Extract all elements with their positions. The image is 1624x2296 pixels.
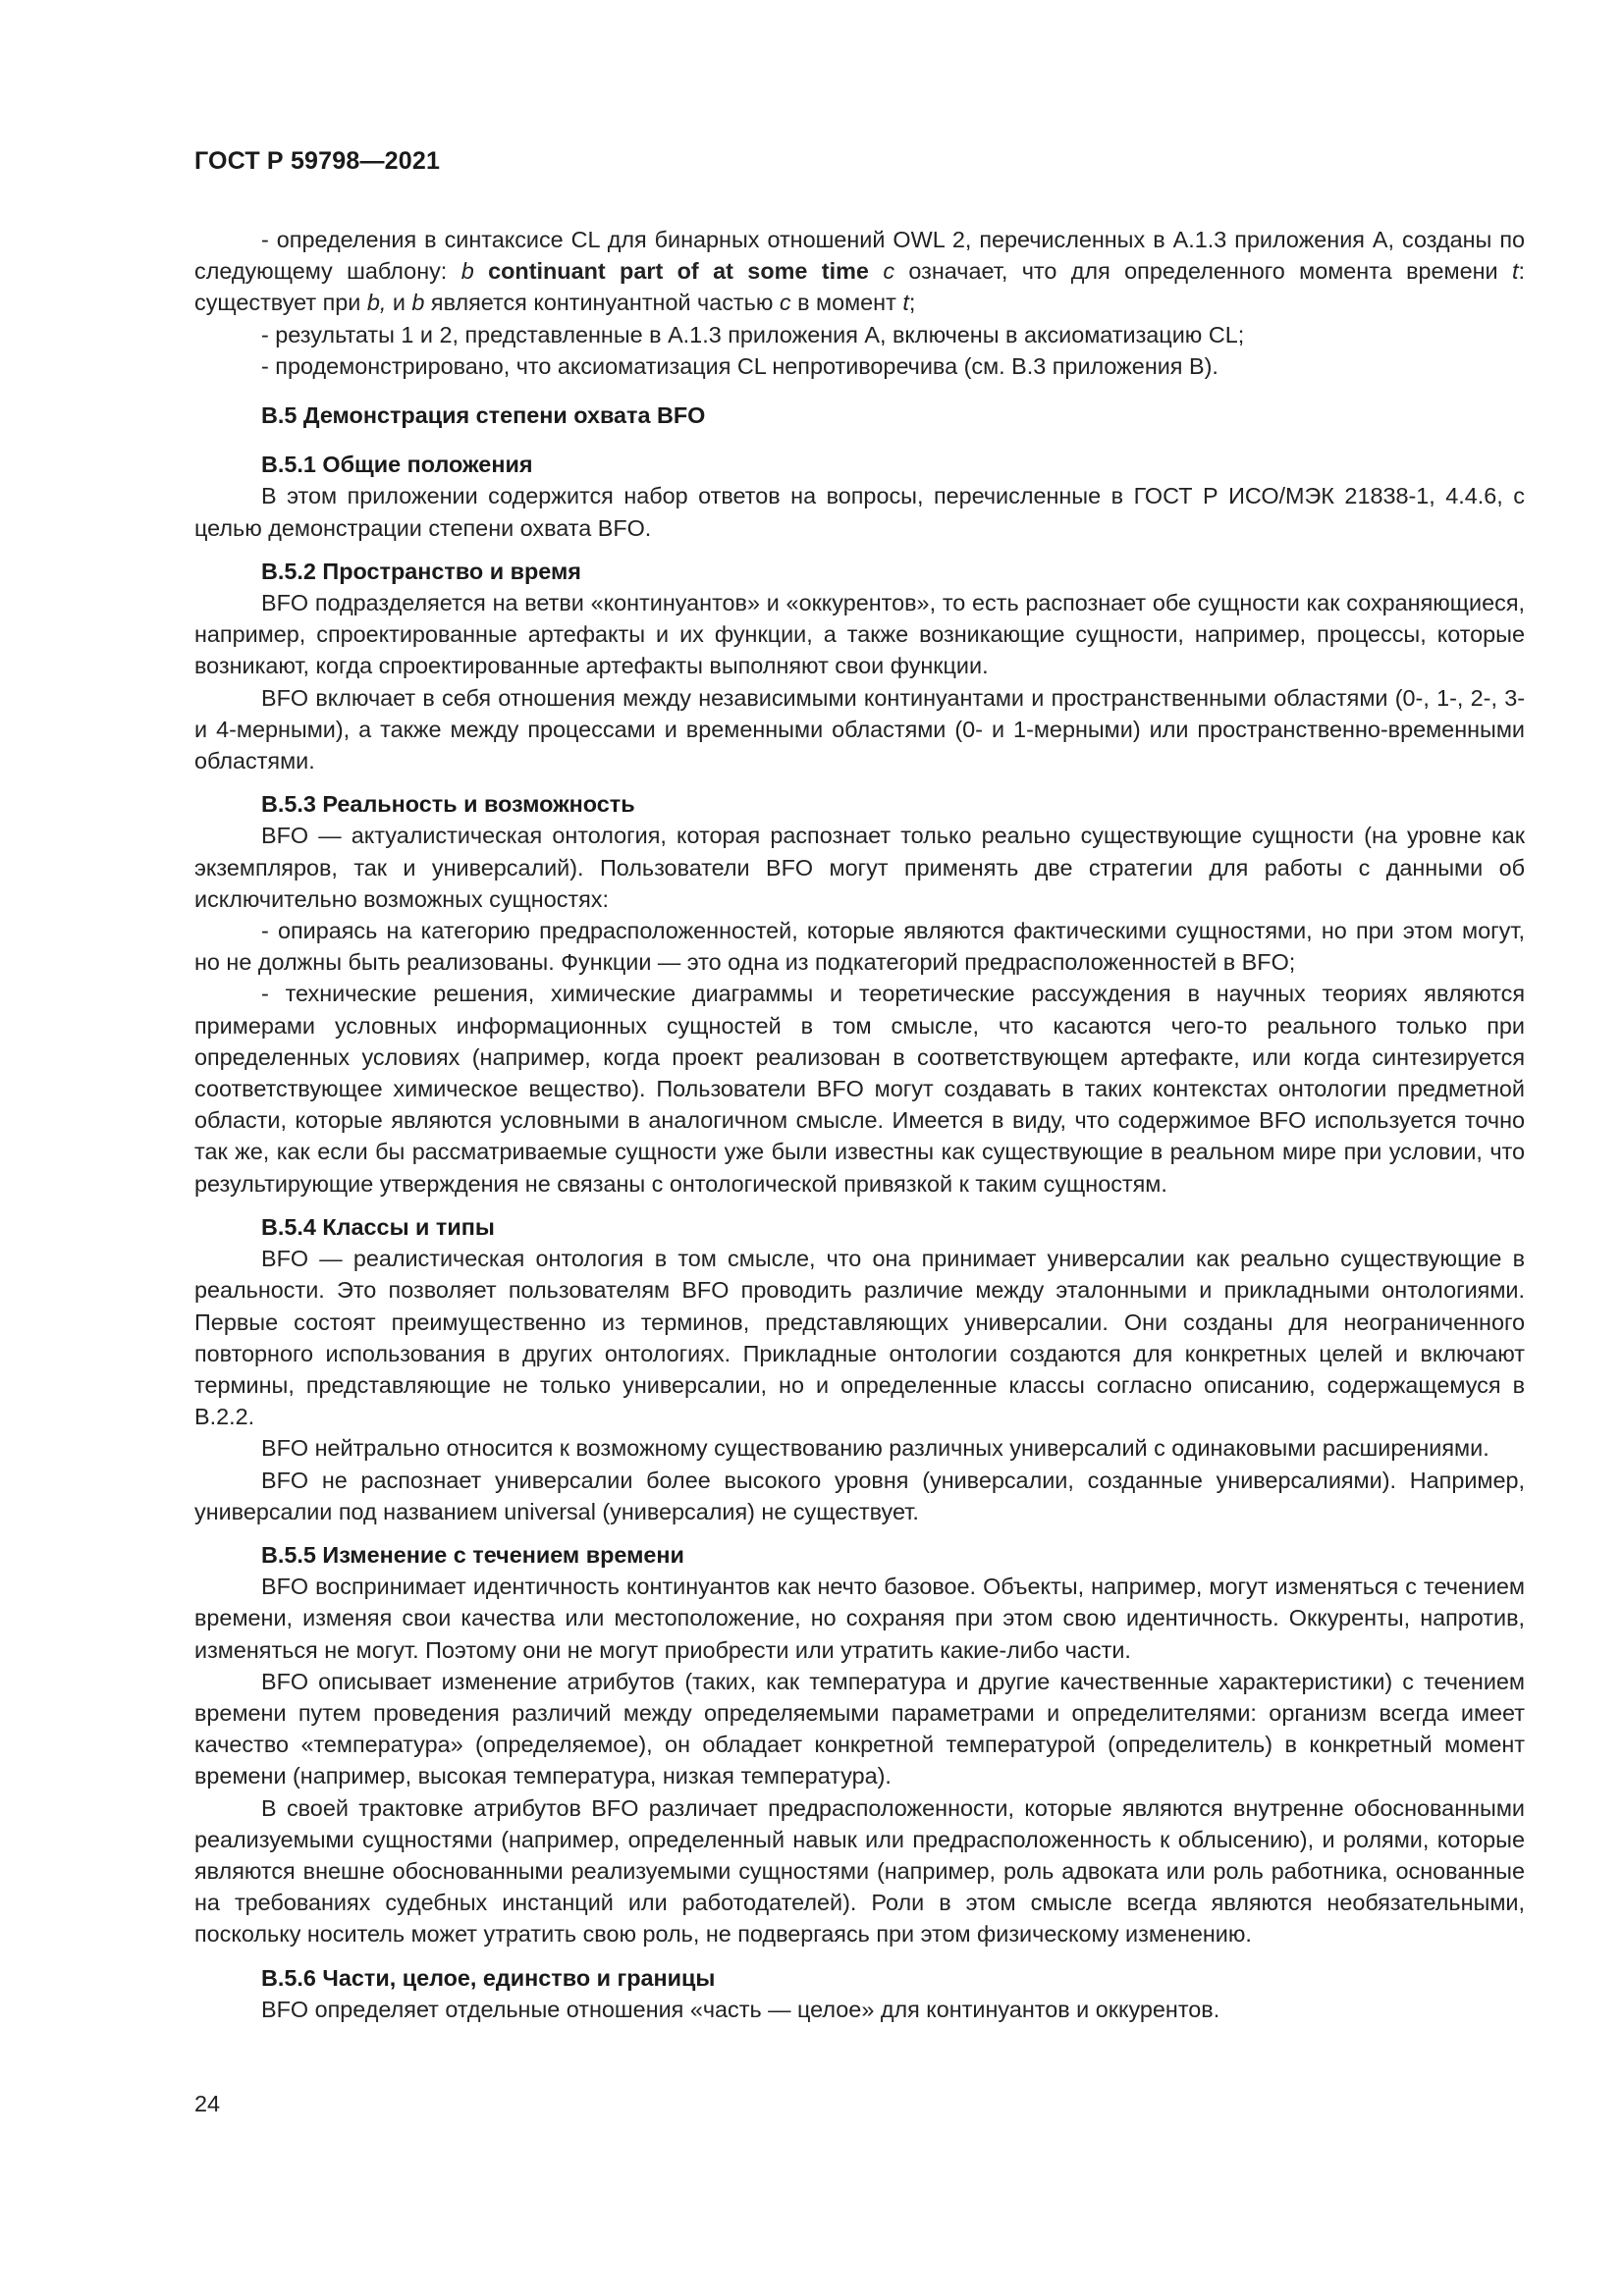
- paragraph: В своей трактовке атрибутов BFO различает предрасположенности, которые являются внутренне обоснованными реализуемыми сущностями (например, определенный навык или предрасположенность к облысению), и ролями, которые являются внешне обоснованными реализуемыми сущностями (например, роль адвоката или роль работника, основанные на требованиях судебных инстанций или работодателей). Роли в этом смысле всегда являются необязательными, поскольку носитель может утратить свою роль, не подвергаясь при этом физическому изменению.: [194, 1794, 1525, 1948]
- page-number: 24: [194, 2091, 221, 2116]
- list-item: - технические решения, химические диаграммы и теоретические рассуждения в научных теориях являются примерами условных информационных сущностей в том смысле, что касаются чего-то реального только при определенных условиях (например, когда проект реализован в соответствующем артефакте, или когда синтезируется соответствующее химическое вещество). Пользователи BFO могут создавать в таких контекстах онтологии предметной области, которые являются условными в аналогичном смысле. Имеется в виду, что содержимое BFO используется точно так же, как если бы рассматриваемые сущности уже были известны как существующие в реальном мире при условии, что результирующие утверждения не связаны с онтологической привязкой к таким сущностям.: [194, 981, 1525, 1197]
- section-title-b56: В.5.6 Части, целое, единство и границы: [261, 1964, 716, 1991]
- paragraph: BFO определяет отдельные отношения «часть — целое» для континуантов и оккурентов.: [261, 1996, 1220, 2022]
- paragraph: BFO не распознает универсалии более высокого уровня (универсалии, созданные универсалиями). Например, универсалии под названием universal (универсалия) не существует.: [194, 1467, 1525, 1524]
- section-title-b52: В.5.2 Пространство и время: [261, 558, 581, 584]
- paragraph: BFO — актуалистическая онтология, которая распознает только реально существующие сущности (на уровне как экземпляров, так и универсалий). Пользователи BFO могут применять две стратегии для работы с данными об исключительно возможных сущностях:: [194, 823, 1525, 912]
- section-title-b55: В.5.5 Изменение с течением времени: [261, 1541, 684, 1568]
- list-item: - опираясь на категорию предрасположенностей, которые являются фактическими сущностями, но при этом могут, но не должны быть реализованы. Функции — это одна из подкатегорий предрасположенностей в BFO;: [194, 918, 1525, 976]
- section-title-b51: В.5.1 Общие положения: [261, 452, 533, 478]
- document-header: ГОСТ Р 59798—2021: [194, 147, 441, 175]
- paragraph: BFO подразделяется на ветви «континуантов» и «оккурентов», то есть распознает обе сущности как сохраняющиеся, например, спроектированные артефакты и их функции, а также возникающие сущности, например, процессы, которые возникают, когда спроектированные артефакты выполняют свои функции.: [194, 590, 1525, 679]
- paragraph: BFO включает в себя отношения между независимыми континуантами и пространственными областями (0-, 1-, 2-, 3- и 4-мерными), а также между процессами и временными областями (0- и 1-мерными) или пространственно-временными областями.: [194, 684, 1525, 774]
- paragraph: BFO воспринимает идентичность континуантов как нечто базовое. Объекты, например, могут изменяться с течением времени, изменяя свои качества или местоположение, но сохраняя при этом свою идентичность. Оккуренты, напротив, изменяться не могут. Поэтому они не могут приобрести или утратить какие-либо части.: [194, 1574, 1525, 1663]
- section-title-b54: В.5.4 Классы и типы: [261, 1213, 495, 1240]
- section-title-b5: В.5 Демонстрация степени охвата BFO: [261, 402, 706, 429]
- paragraph: BFO — реалистическая онтология в том смысле, что она принимает универсалии как реально существующие в реальности. Это позволяет пользователям BFO проводить различие между эталонными и прикладными онтологиями. Первые состоят преимущественно из терминов, представляющих универсалии. Они созданы для неограниченного повторного использования в других онтологиях. Прикладные онтологии создаются для конкретных целей и включают термины, представляющие не только универсалии, но и определенные классы согласно описанию, содержащемуся в В.2.2.: [194, 1246, 1525, 1430]
- paragraph: BFO описывает изменение атрибутов (таких, как температура и другие качественные характеристики) с течением времени путем проведения различий между определяемыми параметрами и определителями: организм всегда имеет качество «температура» (определяемое), он обладает конкретной температурой (определитель) в конкретный момент времени (например, высокая температура, низкая температура).: [194, 1668, 1525, 1789]
- paragraph: В этом приложении содержится набор ответов на вопросы, перечисленные в ГОСТ Р ИСО/МЭК 21838-1, 4.4.6, с целью демонстрации степени охвата BFO.: [194, 483, 1525, 541]
- document-body: [194, 224, 1525, 2025]
- intro-item-3: - продемонстрировано, что аксиоматизация CL непротиворечива (см. В.3 приложения В).: [261, 352, 1218, 379]
- intro-item-1: - определения в синтаксисе CL для бинарных отношений OWL 2, перечисленных в А.1.3 приложения А, созданы по следующему шаблону: b continuant part of at some time c означает, что для определенного момента времени t: существует при b, и b является континуантной частью c в момент t;: [194, 227, 1525, 316]
- intro-item-2: - результаты 1 и 2, представленные в А.1.3 приложения А, включены в аксиоматизацию CL;: [261, 321, 1245, 347]
- section-title-b53: В.5.3 Реальность и возможность: [261, 791, 635, 818]
- paragraph: BFO нейтрально относится к возможному существованию различных универсалий с одинаковыми расширениями.: [261, 1435, 1489, 1462]
